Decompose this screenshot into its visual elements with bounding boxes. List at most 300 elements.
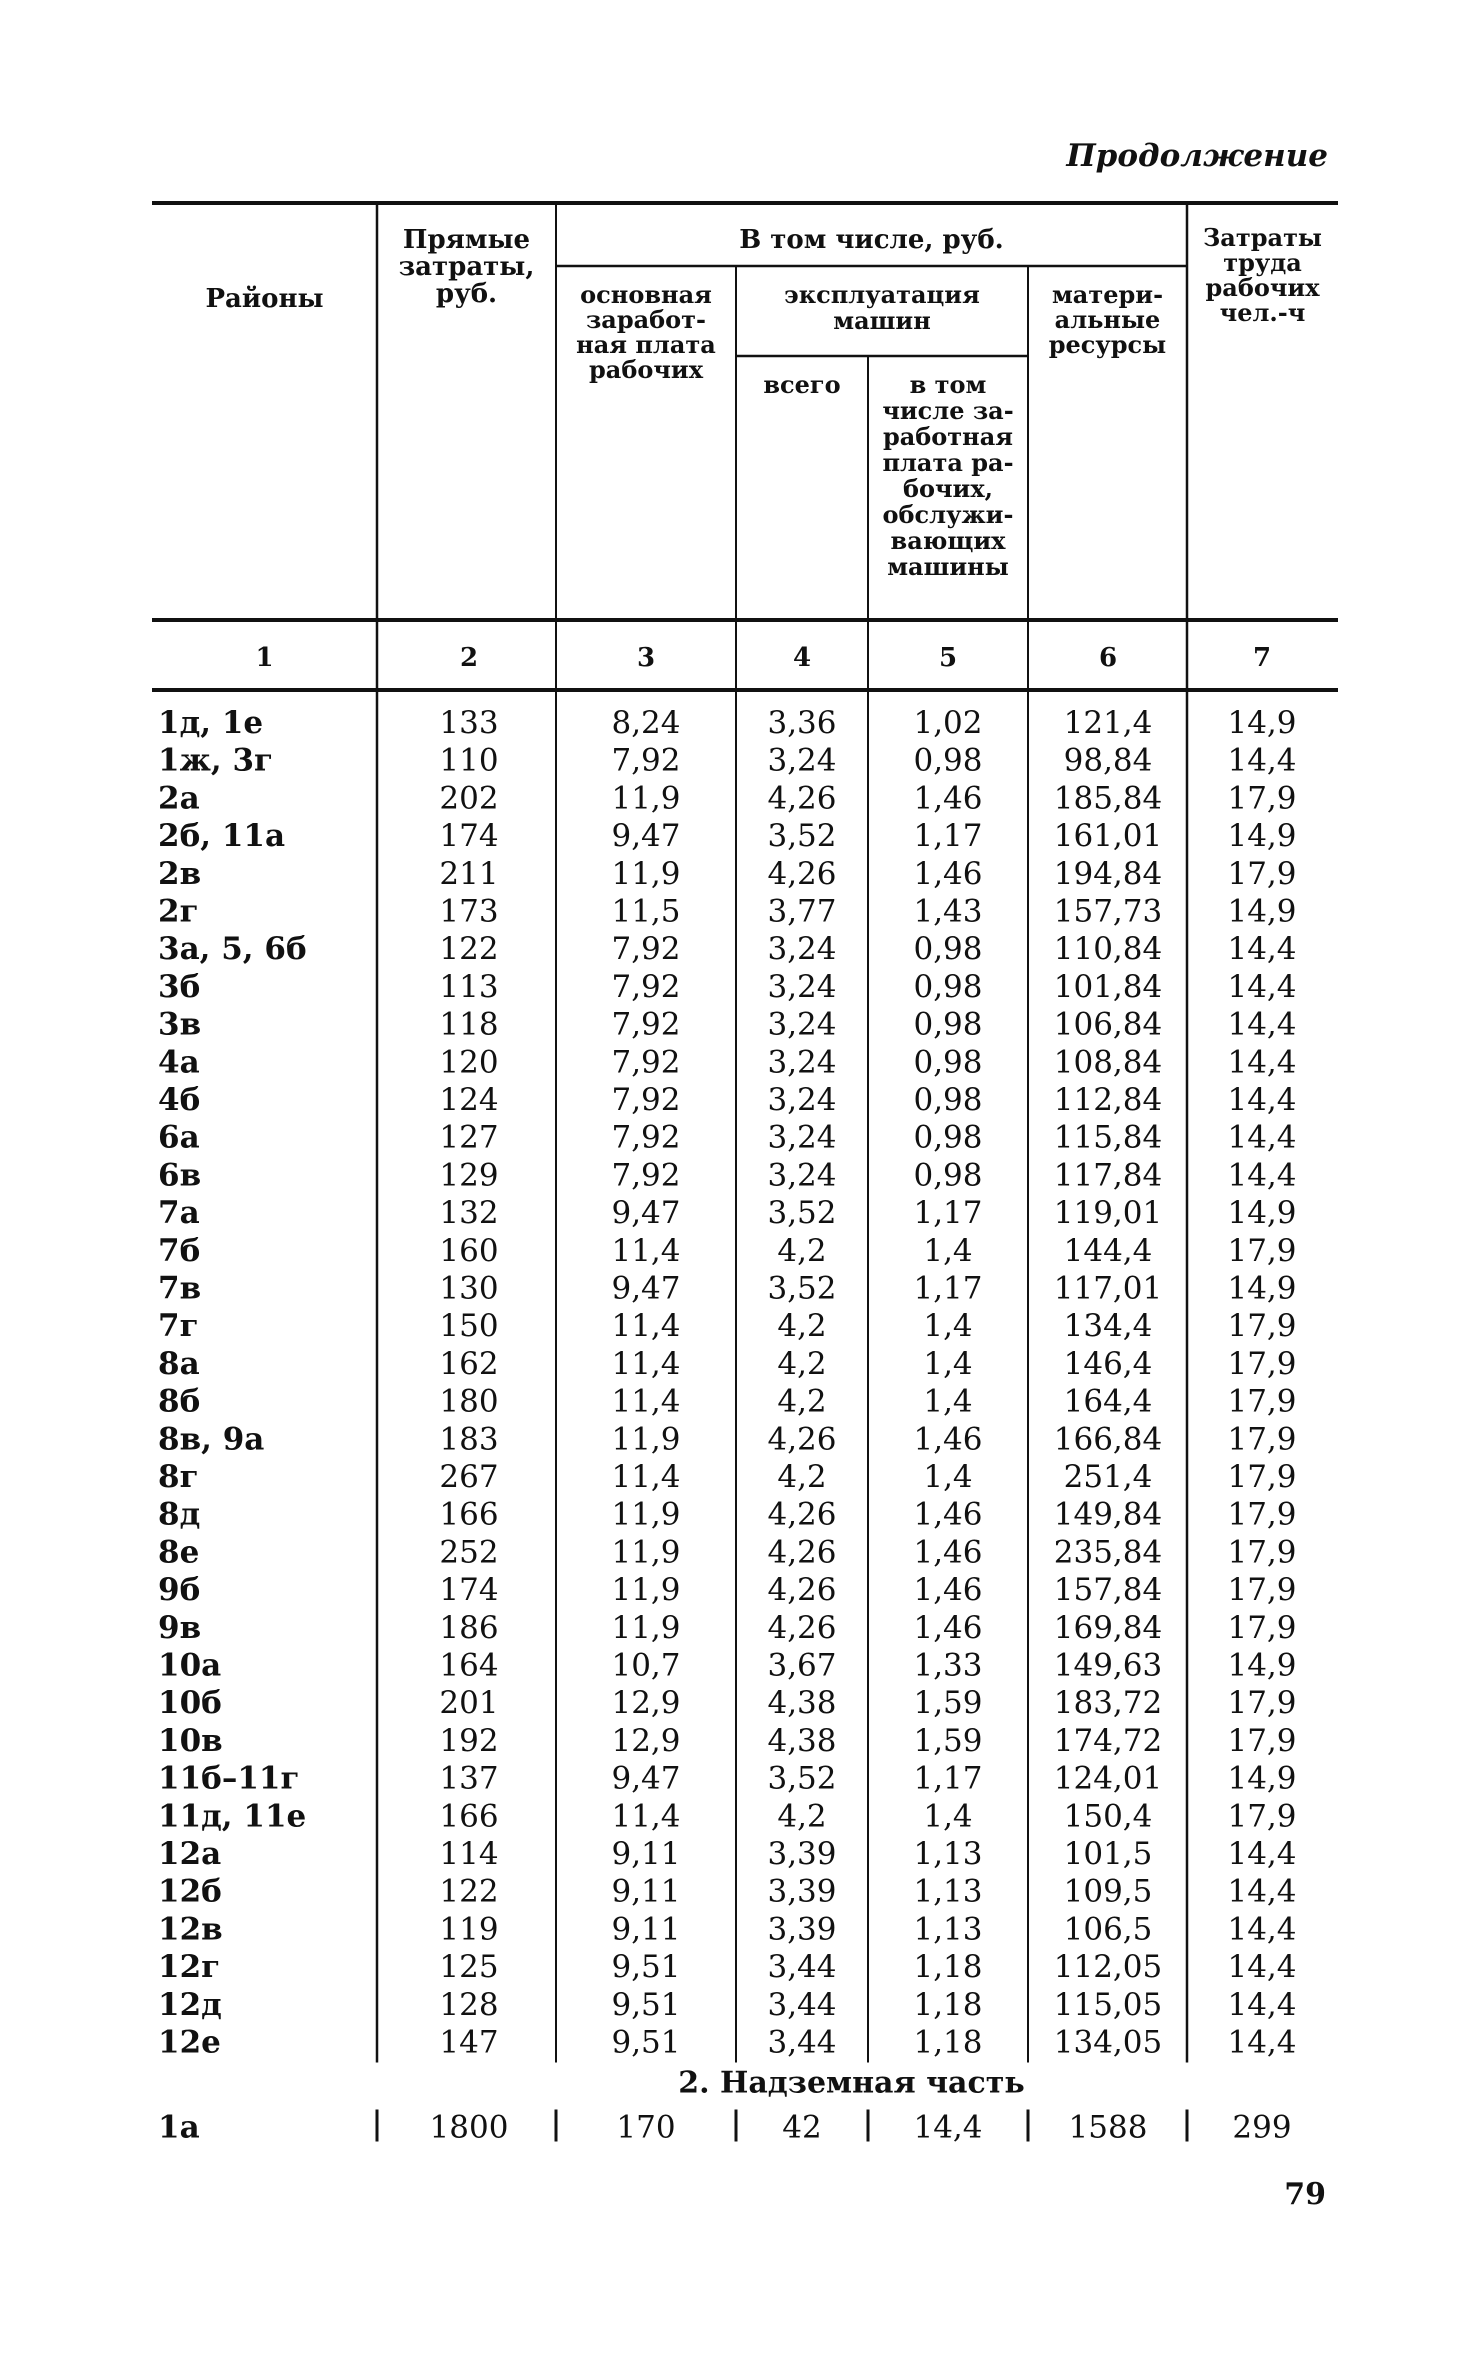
table-row — [158, 1836, 1297, 1872]
value-cell: 1,46 — [913, 855, 983, 892]
header-base-wages: заработ- — [585, 305, 707, 334]
district-cell: 8г — [158, 1459, 199, 1495]
value-cell: 10,7 — [611, 1647, 681, 1684]
table-row — [158, 1271, 1297, 1307]
value-cell: 3,44 — [767, 1949, 837, 1986]
value-cell: 4,2 — [777, 1459, 827, 1495]
value-cell: 119 — [439, 1911, 499, 1948]
table-row — [158, 1007, 1297, 1043]
value-cell: 149,63 — [1053, 1647, 1163, 1684]
table-row — [158, 1723, 1297, 1759]
district-cell: 10б — [158, 1685, 222, 1722]
value-cell: 4,26 — [767, 1534, 837, 1571]
value-cell: 11,9 — [611, 1572, 681, 1609]
value-cell: 113 — [439, 968, 499, 1005]
value-cell: 4,2 — [777, 1232, 827, 1269]
value-cell: 1,46 — [913, 1496, 983, 1533]
header-materials: матери- — [1051, 280, 1164, 309]
value-cell: 1,46 — [913, 1421, 983, 1458]
value-cell: 201 — [439, 1685, 499, 1722]
value-cell: 132 — [439, 1195, 499, 1232]
value-cell: 12,9 — [611, 1722, 681, 1759]
district-cell: 8д — [158, 1496, 201, 1533]
value-cell: 0,98 — [913, 1119, 983, 1156]
value-cell: 1,17 — [913, 818, 983, 855]
section-block — [158, 2066, 1292, 2146]
value-cell: 1,46 — [913, 1534, 983, 1571]
district-cell: 1а — [158, 2109, 200, 2146]
header-districts: Районы — [205, 284, 324, 314]
value-cell: 14,4 — [1227, 1006, 1297, 1043]
value-cell: 0,98 — [913, 1157, 983, 1194]
value-cell: 1,4 — [923, 1308, 973, 1345]
header-machine-wages: обслужи- — [882, 500, 1014, 529]
value-cell: 8,24 — [611, 705, 681, 741]
value-cell: 1,18 — [913, 1986, 983, 2023]
value-cell: 1,59 — [913, 1685, 983, 1722]
district-cell: 7г — [158, 1308, 199, 1345]
value-cell: 14,4 — [1227, 1949, 1297, 1986]
header-materials: альные — [1054, 305, 1161, 334]
value-cell: 14,9 — [1227, 705, 1297, 741]
continued-note: Продолжение — [1066, 138, 1328, 174]
district-cell: 1ж, 3г — [158, 742, 274, 779]
district-cell: 7а — [158, 1195, 200, 1232]
district-cell: 10в — [158, 1722, 223, 1759]
value-cell: 17,9 — [1227, 1383, 1297, 1420]
value-cell: 11,9 — [611, 1609, 681, 1646]
header-group-including: В том числе, руб. — [739, 225, 1004, 255]
section-title: 2. Надземная часть — [678, 2065, 1025, 2101]
value-cell: 130 — [439, 1270, 499, 1307]
value-cell: 117,01 — [1053, 1270, 1163, 1307]
district-cell: 4а — [158, 1044, 200, 1081]
value-cell: 211 — [439, 855, 499, 892]
value-cell: 299 — [1232, 2109, 1292, 2146]
header-machine-wages: числе за- — [882, 396, 1014, 425]
value-cell: 17,9 — [1227, 1496, 1297, 1533]
header-direct-costs: затраты, — [398, 252, 535, 282]
value-cell: 157,73 — [1053, 893, 1163, 930]
value-cell: 114 — [439, 1836, 499, 1872]
value-cell: 12,9 — [611, 1685, 681, 1722]
district-cell: 3б — [158, 968, 201, 1005]
header-machine-operation: эксплуатация — [784, 280, 980, 309]
table-row — [158, 1911, 1297, 1947]
value-cell: 1,46 — [913, 1572, 983, 1609]
value-cell: 98,84 — [1063, 742, 1153, 779]
value-cell: 3,67 — [767, 1647, 837, 1684]
value-cell: 185,84 — [1053, 780, 1163, 817]
value-cell: 166 — [439, 1798, 499, 1835]
value-cell: 17,9 — [1227, 855, 1297, 892]
table-row — [158, 1987, 1297, 2023]
table-row — [158, 1120, 1297, 1156]
table-row — [158, 1157, 1297, 1193]
header-machine-wages: в том — [909, 370, 987, 399]
value-cell: 9,11 — [611, 1836, 681, 1872]
value-cell: 144,4 — [1063, 1232, 1153, 1269]
value-cell: 11,9 — [611, 1534, 681, 1571]
header-machine-wages: плата ра- — [882, 448, 1014, 477]
header-labor-costs: труда — [1223, 248, 1302, 277]
value-cell: 3,24 — [767, 742, 837, 779]
table-row — [158, 743, 1297, 779]
header-direct-costs: руб. — [435, 279, 498, 309]
value-cell: 42 — [782, 2109, 822, 2146]
value-cell: 166,84 — [1053, 1421, 1163, 1458]
value-cell: 7,92 — [611, 742, 681, 779]
district-cell: 12г — [158, 1949, 221, 1986]
value-cell: 11,5 — [611, 893, 681, 930]
value-cell: 150,4 — [1063, 1798, 1153, 1835]
value-cell: 3,36 — [767, 705, 837, 741]
value-cell: 9,51 — [611, 1986, 681, 2023]
value-cell: 252 — [439, 1534, 499, 1571]
value-cell: 11,9 — [611, 1496, 681, 1533]
table-row — [158, 1497, 1297, 1533]
value-cell: 1,18 — [913, 2024, 983, 2061]
value-cell: 106,5 — [1063, 1911, 1153, 1948]
value-cell: 110 — [439, 742, 499, 779]
value-cell: 14,9 — [1227, 1647, 1297, 1684]
value-cell: 17,9 — [1227, 1798, 1297, 1835]
value-cell: 0,98 — [913, 931, 983, 968]
value-cell: 3,77 — [767, 893, 837, 930]
value-cell: 11,9 — [611, 855, 681, 892]
header-machine-operation: машин — [833, 306, 931, 335]
value-cell: 174 — [439, 1572, 499, 1609]
district-cell: 11б–11г — [158, 1760, 300, 1797]
value-cell: 3,24 — [767, 1006, 837, 1043]
value-cell: 7,92 — [611, 1119, 681, 1156]
header-machine-wages: бочих, — [902, 474, 994, 503]
value-cell: 11,9 — [611, 1421, 681, 1458]
value-cell: 127 — [439, 1119, 499, 1156]
value-cell: 162 — [439, 1345, 499, 1382]
value-cell: 11,4 — [611, 1308, 681, 1345]
value-cell: 9,47 — [611, 1760, 681, 1797]
value-cell: 1,4 — [923, 1232, 973, 1269]
value-cell: 9,51 — [611, 2024, 681, 2061]
value-cell: 14,4 — [1227, 742, 1297, 779]
value-cell: 1800 — [429, 2109, 509, 2146]
value-cell: 3,52 — [767, 1270, 837, 1307]
table-row — [158, 969, 1297, 1005]
value-cell: 3,24 — [767, 1157, 837, 1194]
value-cell: 17,9 — [1227, 1685, 1297, 1722]
value-cell: 1,4 — [923, 1459, 973, 1495]
value-cell: 3,52 — [767, 1195, 837, 1232]
column-number: 1 — [255, 643, 274, 673]
value-cell: 3,44 — [767, 1986, 837, 2023]
district-cell: 2а — [158, 780, 200, 817]
value-cell: 120 — [439, 1044, 499, 1081]
district-cell: 3в — [158, 1006, 202, 1043]
table-row — [158, 1798, 1297, 1834]
value-cell: 3,44 — [767, 2024, 837, 2061]
value-cell: 101,5 — [1063, 1836, 1153, 1872]
value-cell: 9,47 — [611, 1270, 681, 1307]
value-cell: 166 — [439, 1496, 499, 1533]
district-cell: 8б — [158, 1383, 201, 1420]
district-cell: 8е — [158, 1534, 200, 1571]
value-cell: 14,4 — [913, 2109, 983, 2146]
district-cell: 12д — [158, 1986, 222, 2023]
value-cell: 4,26 — [767, 1572, 837, 1609]
value-cell: 1,17 — [913, 1760, 983, 1797]
table-row — [158, 1648, 1297, 1684]
value-cell: 14,4 — [1227, 1911, 1297, 1948]
value-cell: 9,11 — [611, 1911, 681, 1948]
header-labor-costs: Затраты — [1203, 223, 1322, 252]
value-cell: 174,72 — [1053, 1722, 1163, 1759]
table-row — [158, 1685, 1297, 1721]
table-row — [158, 1949, 1297, 1985]
value-cell: 14,9 — [1227, 1760, 1297, 1797]
value-cell: 0,98 — [913, 742, 983, 779]
table-row — [158, 1044, 1297, 1080]
value-cell: 183 — [439, 1421, 499, 1458]
value-cell: 17,9 — [1227, 1534, 1297, 1571]
value-cell: 4,26 — [767, 1496, 837, 1533]
value-cell: 124,01 — [1053, 1760, 1163, 1797]
value-cell: 251,4 — [1063, 1459, 1153, 1495]
district-cell: 9в — [158, 1609, 202, 1646]
table-row — [158, 894, 1297, 930]
value-cell: 122 — [439, 1873, 499, 1910]
header-machine-wages: работная — [882, 422, 1014, 451]
column-number-row — [255, 643, 1271, 673]
value-cell: 17,9 — [1227, 1308, 1297, 1345]
value-cell: 7,92 — [611, 1044, 681, 1081]
table-row — [158, 1308, 1297, 1344]
table-row — [158, 856, 1297, 892]
value-cell: 4,38 — [767, 1722, 837, 1759]
value-cell: 1,4 — [923, 1798, 973, 1835]
value-cell: 14,4 — [1227, 968, 1297, 1005]
value-cell: 1,13 — [913, 1873, 983, 1910]
value-cell: 7,92 — [611, 931, 681, 968]
table-row — [158, 1233, 1297, 1269]
value-cell: 129 — [439, 1157, 499, 1194]
value-cell: 4,26 — [767, 855, 837, 892]
value-cell: 122 — [439, 931, 499, 968]
value-cell: 11,4 — [611, 1232, 681, 1269]
value-cell: 7,92 — [611, 1082, 681, 1118]
table-header — [205, 223, 1322, 581]
header-labor-costs: чел.-ч — [1219, 298, 1306, 327]
value-cell: 146,4 — [1063, 1345, 1153, 1382]
value-cell: 0,98 — [913, 1006, 983, 1043]
district-cell: 9б — [158, 1572, 201, 1609]
value-cell: 106,84 — [1053, 1006, 1163, 1043]
value-cell: 186 — [439, 1609, 499, 1646]
value-cell: 3,52 — [767, 818, 837, 855]
value-cell: 14,4 — [1227, 1986, 1297, 2023]
value-cell: 134,4 — [1063, 1308, 1153, 1345]
value-cell: 14,4 — [1227, 1119, 1297, 1156]
value-cell: 14,4 — [1227, 1157, 1297, 1194]
district-cell: 12б — [158, 1873, 222, 1910]
value-cell: 11,4 — [611, 1459, 681, 1495]
value-cell: 1,43 — [913, 893, 983, 930]
value-cell: 14,4 — [1227, 2024, 1297, 2061]
value-cell: 0,98 — [913, 1082, 983, 1118]
value-cell: 192 — [439, 1722, 499, 1759]
value-cell: 4,26 — [767, 1609, 837, 1646]
value-cell: 4,26 — [767, 1421, 837, 1458]
value-cell: 194,84 — [1053, 855, 1163, 892]
district-cell: 7в — [158, 1270, 202, 1307]
value-cell: 14,9 — [1227, 893, 1297, 930]
value-cell: 267 — [439, 1459, 499, 1495]
value-cell: 4,26 — [767, 780, 837, 817]
value-cell: 109,5 — [1063, 1873, 1153, 1910]
value-cell: 117,84 — [1053, 1157, 1163, 1194]
district-cell: 10а — [158, 1647, 222, 1684]
value-cell: 7,92 — [611, 968, 681, 1005]
value-cell: 17,9 — [1227, 1345, 1297, 1382]
value-cell: 4,38 — [767, 1685, 837, 1722]
value-cell: 157,84 — [1053, 1572, 1163, 1609]
value-cell: 147 — [439, 2024, 499, 2061]
value-cell: 164,4 — [1063, 1383, 1153, 1420]
header-direct-costs: Прямые — [402, 225, 531, 255]
table-row — [158, 1346, 1297, 1382]
column-number: 6 — [1098, 643, 1118, 673]
district-cell: 2б, 11а — [158, 818, 286, 855]
value-cell: 133 — [439, 705, 499, 741]
value-cell: 115,05 — [1053, 1986, 1163, 2023]
district-cell: 7б — [158, 1232, 201, 1269]
value-cell: 11,9 — [611, 780, 681, 817]
district-cell: 12а — [158, 1836, 222, 1872]
value-cell: 14,9 — [1227, 1195, 1297, 1232]
district-cell: 2г — [158, 893, 199, 930]
header-materials: ресурсы — [1048, 330, 1167, 359]
value-cell: 170 — [616, 2109, 676, 2146]
value-cell: 1,17 — [913, 1270, 983, 1307]
value-cell: 4,2 — [777, 1798, 827, 1835]
table-row — [158, 1421, 1297, 1457]
value-cell: 1,18 — [913, 1949, 983, 1986]
district-cell: 3а, 5, 6б — [158, 931, 307, 968]
value-cell: 124 — [439, 1082, 499, 1118]
value-cell: 112,05 — [1053, 1949, 1163, 1986]
value-cell: 17,9 — [1227, 1722, 1297, 1759]
district-cell: 4б — [158, 1082, 201, 1118]
value-cell: 14,9 — [1227, 818, 1297, 855]
value-cell: 17,9 — [1227, 1572, 1297, 1609]
value-cell: 150 — [439, 1308, 499, 1345]
table-row — [158, 1874, 1297, 1910]
value-cell: 7,92 — [611, 1006, 681, 1043]
value-cell: 1,02 — [913, 705, 983, 741]
table-row — [158, 780, 1297, 816]
value-cell: 17,9 — [1227, 1459, 1297, 1495]
value-cell: 4,2 — [777, 1308, 827, 1345]
value-cell: 14,4 — [1227, 1836, 1297, 1872]
value-cell: 1,13 — [913, 1836, 983, 1872]
column-number: 4 — [792, 643, 812, 673]
value-cell: 101,84 — [1053, 968, 1163, 1005]
value-cell: 11,4 — [611, 1383, 681, 1420]
value-cell: 134,05 — [1053, 2024, 1163, 2061]
value-cell: 3,39 — [767, 1836, 837, 1872]
value-cell: 14,4 — [1227, 1044, 1297, 1081]
header-machine-total: всего — [763, 370, 841, 399]
district-cell: 12е — [158, 2024, 221, 2061]
value-cell: 3,39 — [767, 1911, 837, 1948]
table-row — [158, 1610, 1297, 1646]
district-cell: 2в — [158, 855, 202, 892]
header-base-wages: рабочих — [588, 355, 704, 384]
value-cell: 14,4 — [1227, 931, 1297, 968]
header-base-wages: ная плата — [576, 330, 716, 359]
value-cell: 180 — [439, 1383, 499, 1420]
value-cell: 0,98 — [913, 968, 983, 1005]
table-row — [158, 705, 1297, 741]
value-cell: 14,4 — [1227, 1082, 1297, 1118]
table-row — [158, 1082, 1297, 1118]
value-cell: 3,24 — [767, 931, 837, 968]
table-row — [158, 1534, 1297, 1570]
header-machine-wages: машины — [887, 552, 1009, 581]
value-cell: 161,01 — [1053, 818, 1163, 855]
value-cell: 121,4 — [1063, 705, 1153, 741]
header-machine-wages: вающих — [890, 526, 1006, 555]
value-cell: 119,01 — [1053, 1195, 1163, 1232]
value-cell: 17,9 — [1227, 1421, 1297, 1458]
value-cell: 1,4 — [923, 1383, 973, 1420]
column-number: 7 — [1252, 643, 1272, 673]
header-labor-costs: рабочих — [1205, 273, 1320, 302]
district-cell: 8а — [158, 1345, 200, 1382]
value-cell: 17,9 — [1227, 1232, 1297, 1269]
column-number: 3 — [636, 643, 656, 673]
value-cell: 118 — [439, 1006, 499, 1043]
value-cell: 3,24 — [767, 1082, 837, 1118]
value-cell: 112,84 — [1053, 1082, 1163, 1118]
table-row — [158, 1195, 1297, 1231]
table-row — [158, 1384, 1297, 1420]
value-cell: 137 — [439, 1760, 499, 1797]
value-cell: 4,2 — [777, 1345, 827, 1382]
value-cell: 235,84 — [1053, 1534, 1163, 1571]
value-cell: 14,4 — [1227, 1873, 1297, 1910]
value-cell: 1,4 — [923, 1345, 973, 1382]
value-cell: 1,33 — [913, 1647, 983, 1684]
district-cell: 11д, 11е — [158, 1798, 307, 1835]
value-cell: 3,24 — [767, 1044, 837, 1081]
table-row — [158, 931, 1297, 967]
value-cell: 14,9 — [1227, 1270, 1297, 1307]
value-cell: 1,46 — [913, 780, 983, 817]
value-cell: 160 — [439, 1232, 499, 1269]
table-row — [158, 2025, 1297, 2061]
value-cell: 1,59 — [913, 1722, 983, 1759]
value-cell: 183,72 — [1053, 1685, 1163, 1722]
value-cell: 4,2 — [777, 1383, 827, 1420]
value-cell: 7,92 — [611, 1157, 681, 1194]
page-number: 79 — [1284, 2177, 1326, 2212]
value-cell: 9,47 — [611, 818, 681, 855]
value-cell: 9,51 — [611, 1949, 681, 1986]
value-cell: 3,24 — [767, 1119, 837, 1156]
table-row — [158, 818, 1297, 854]
value-cell: 1,17 — [913, 1195, 983, 1232]
